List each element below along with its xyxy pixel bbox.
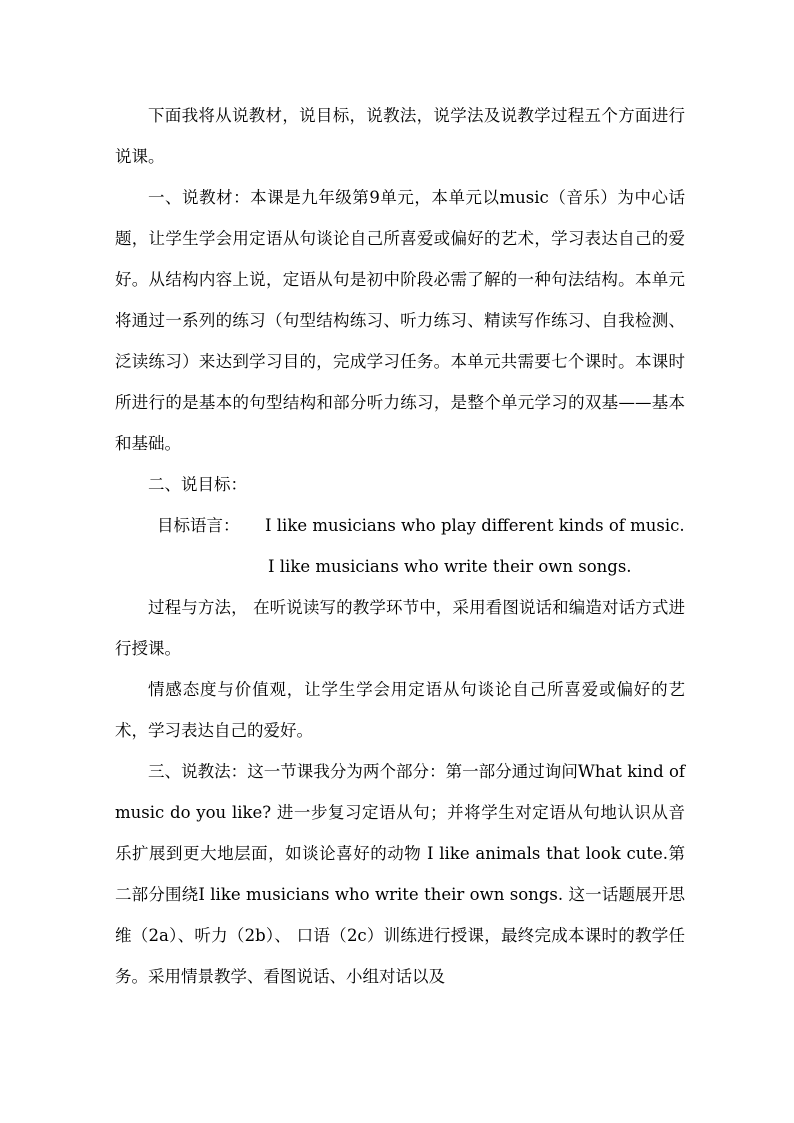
section2-heading: 二、说目标： <box>148 475 247 494</box>
target-sentence-2: I like musicians who write their own songs. <box>268 557 632 576</box>
section1-paragraph: 一、说教材：本课是九年级第9单元，本单元以music（音乐）为中心话题，让学生学会用定语从句谈论自己所喜爱或偏好的艺术，学习表达自己的爱好。从结构内容上说，定语从句是初中阶段必需了解的一种句法结构。本单元将通过一系列的练习（句型结构练习、听力练习、精读写作练习、自我检测、泛读练习）来达到学习目的，完成学习任务。本单元共需要七个课时。本课时所进行的是基本的句型结构和部分听力练习，是整个单元学习的双基——基本和基础。 <box>115 188 685 453</box>
emotion-values-paragraph: 情感态度与价值观，让学生学会用定语从句谈论自己所喜爱或偏好的艺术，学习表达自己的爱好。 <box>115 680 685 740</box>
target-language-line <box>115 505 685 546</box>
process-method-paragraph: 过程与方法， 在听说读写的教学环节中，采用看图说话和编造对话方式进行授课。 <box>115 598 685 658</box>
target-language-label: 目标语言： <box>157 516 240 535</box>
intro-paragraph: 下面我将从说教材，说目标，说教法，说学法及说教学过程五个方面进行说课。 <box>115 106 685 166</box>
section3-paragraph: 三、说教法：这一节课我分为两个部分：第一部分通过询问What kind of music do you like? 进一步复习定语从句；并将学生对定语从句地认识从音乐扩展到更大地层面，如谈论喜好的动物 I like animals that look cute.第二部分围绕I like musicians who write their own songs. 这一话题展开思维（2a）、听力（2b）、 口语（2c）训练进行授课，最终完成本课时的教学任务。采用情景教学、看图说话、小组对话以及 <box>115 762 685 986</box>
document-body <box>115 95 685 997</box>
target-sentence-1: I like musicians who play different kinds of music. <box>265 516 685 535</box>
